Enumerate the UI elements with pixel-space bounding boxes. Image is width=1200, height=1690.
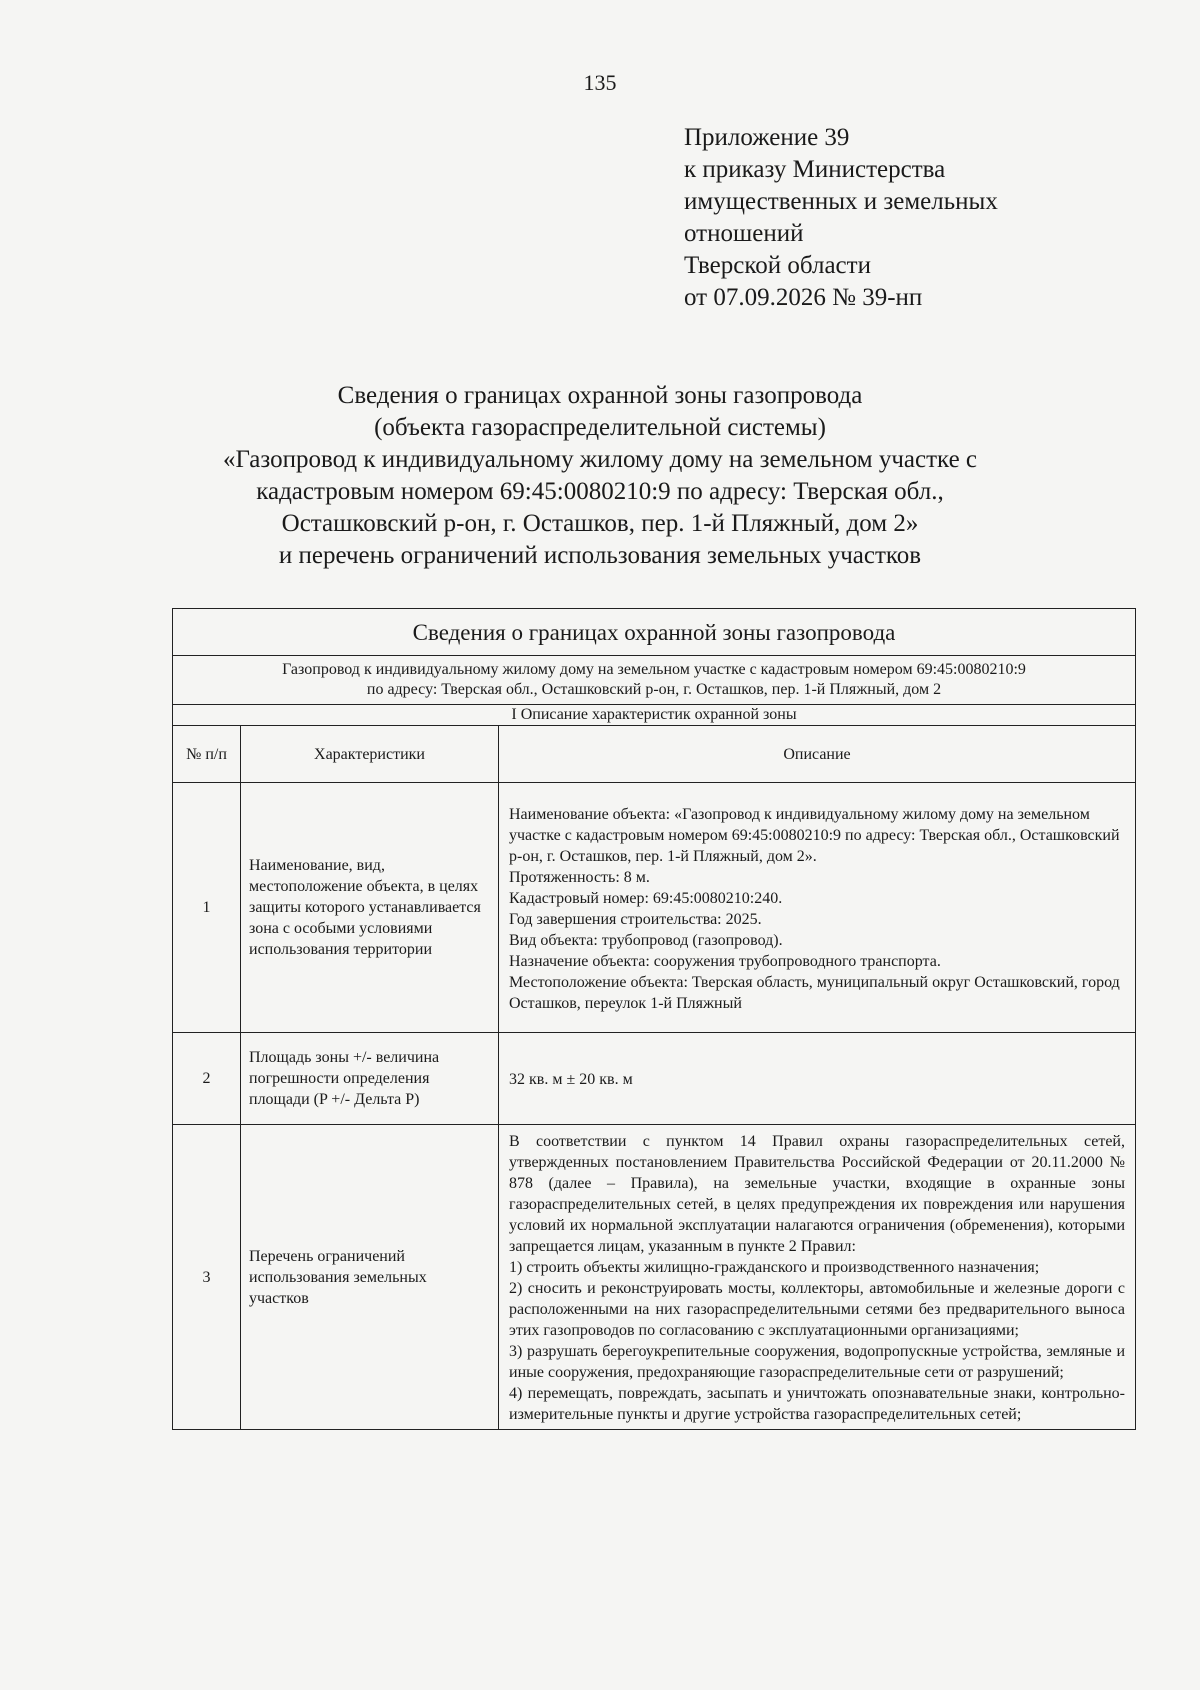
description-paragraph: Местоположение объекта: Тверская область, муниципальный округ Осташковский, город Осташков, переулок 1-й Пляжный	[509, 973, 1120, 1012]
row-number: 2	[173, 1033, 241, 1125]
table-row	[173, 783, 1136, 1033]
row-characteristic: Площадь зоны +/- величина погрешности определения площади (P +/- Дельта P)	[241, 1033, 499, 1125]
description-paragraph: 4) перемещать, повреждать, засыпать и уничтожать опознавательные знаки, контрольно-измерительные пункты и другие устройства газораспределительных сетей;	[509, 1385, 1125, 1423]
appendix-line: к приказу Министерства	[684, 156, 946, 183]
title-line: и перечень ограничений использования земельных участков	[278, 542, 922, 569]
object-line: Газопровод к индивидуальному жилому дому на земельном участке с кадастровым номером 69:45:0080210:9	[282, 661, 1026, 678]
row-description	[499, 783, 1136, 1033]
page-number: 135	[583, 70, 617, 95]
title-line: «Газопровод к индивидуальному жилому дому на земельном участке с	[222, 446, 978, 473]
row-number: 3	[173, 1125, 241, 1430]
row-characteristic: Наименование, вид, местоположение объекта, в целях защиты которого устанавливается зона с особыми условиями использования территории	[241, 783, 499, 1033]
document-title	[0, 380, 1200, 572]
row-number: 1	[173, 783, 241, 1033]
column-header-description: Описание	[499, 726, 1136, 783]
table-heading: Сведения о границах охранной зоны газопровода	[173, 609, 1136, 656]
table-row	[173, 1125, 1136, 1430]
appendix-line: Тверской области	[684, 252, 871, 279]
row-description	[499, 1125, 1136, 1430]
description-paragraph: Год завершения строительства: 2025.	[509, 910, 762, 928]
table-object-name	[173, 656, 1136, 705]
description-paragraph: 3) разрушать берегоукрепительные сооружения, водопропускные устройства, земляные и иные сооружения, предохраняющие газораспределительные сети от разрушений;	[509, 1343, 1125, 1381]
row-characteristic: Перечень ограничений использования земельных участков	[241, 1125, 499, 1430]
description-paragraph: Кадастровый номер: 69:45:0080210:240.	[509, 889, 783, 907]
section-heading: I Описание характеристик охранной зоны	[173, 705, 1136, 726]
appendix-line: Приложение 39	[684, 124, 850, 151]
description-paragraph: 2) сносить и реконструировать мосты, коллекторы, автомобильные и железные дороги с расположенными на них газораспределительными сетями без предварительного выноса этих газопроводов по согласованию с эксплуатационными организациями;	[509, 1280, 1125, 1339]
description-paragraph: Наименование объекта: «Газопровод к индивидуальному жилому дому на земельном участке с кадастровым номером 69:45:0080210:9 по адресу: Тверская обл., Осташковский р-он, г. Осташков, пер. 1-й Пляжный, дом 2».	[509, 805, 1120, 865]
title-line: (объекта газораспределительной системы)	[374, 414, 826, 441]
title-line: кадастровым номером 69:45:0080210:9 по адресу: Тверская обл.,	[256, 478, 944, 505]
table-header-row	[173, 726, 1136, 783]
table-row	[173, 1033, 1136, 1125]
appendix-line: имущественных и земельных	[684, 188, 998, 215]
appendix-line: от 07.09.2026 № 39-нп	[684, 284, 923, 311]
appendix-line: отношений	[684, 220, 804, 247]
description-paragraph: 32 кв. м ± 20 кв. м	[509, 1071, 633, 1088]
description-paragraph: Вид объекта: трубопровод (газопровод).	[509, 931, 783, 949]
column-header-characteristic: Характеристики	[241, 726, 499, 783]
title-line: Осташковский р-он, г. Осташков, пер. 1-й Пляжный, дом 2»	[281, 510, 919, 537]
description-paragraph: В соответствии с пунктом 14 Правил охраны газораспределительных сетей, утвержденных постановлением Правительства Российской Федерации от 20.11.2000 № 878 (далее – Правила), на земельные участки, входящие в охранные зоны газораспределительных сетей, в целях предупреждения их повреждения или нарушения условий их нормальной эксплуатации налагаются ограничения (обременения), которыми запрещается лицам, указанным в пункте 2 Правил:	[509, 1133, 1125, 1255]
description-paragraph: Назначение объекта: сооружения трубопроводного транспорта.	[509, 952, 941, 970]
protection-zone-table	[172, 608, 1136, 1430]
appendix-reference	[684, 122, 998, 314]
column-header-num: № п/п	[173, 726, 241, 783]
row-description	[499, 1033, 1136, 1125]
object-line: по адресу: Тверская обл., Осташковский р-он, г. Осташков, пер. 1-й Пляжный, дом 2	[366, 681, 942, 698]
description-paragraph: Протяженность: 8 м.	[509, 868, 650, 886]
title-line: Сведения о границах охранной зоны газопровода	[337, 382, 863, 409]
description-paragraph: 1) строить объекты жилищно-гражданского и производственного назначения;	[509, 1259, 1040, 1276]
